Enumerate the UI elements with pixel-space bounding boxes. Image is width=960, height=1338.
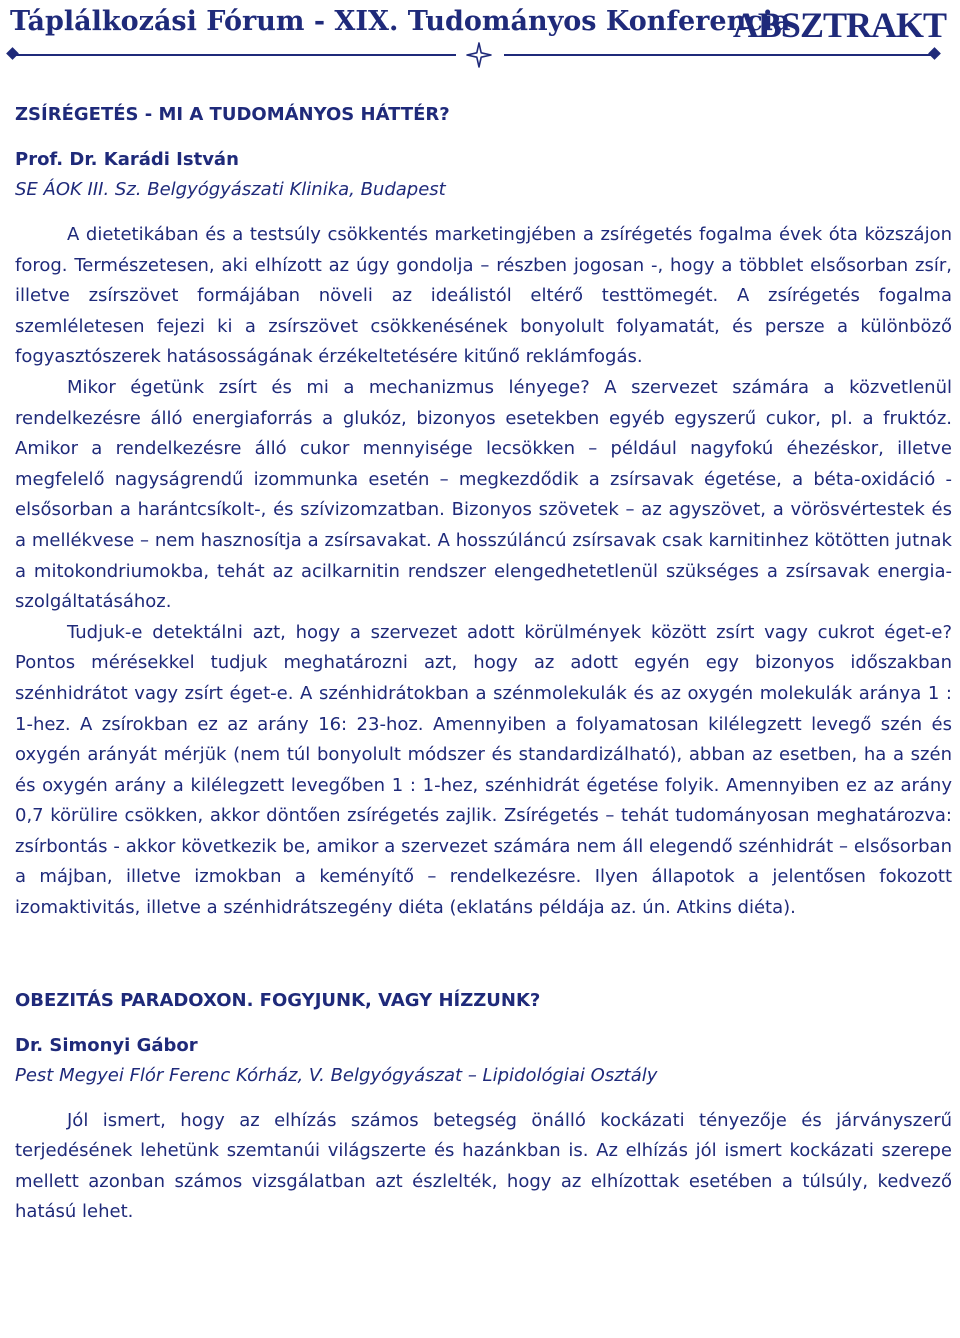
abstract-paragraph: Mikor égetünk zsírt és mi a mechanizmus lényege? A szervezet számára a közvetlenül rendelkezésre álló energiaforrás a glukóz, bizonyos esetekben egyéb egyszerű cukor, pl. a fruktóz. Amikor a rendelkezésre álló cukor mennyisége lecsökken – például nagyfokú éhezéskor, illetve megfelelő nagyságrendű izommunka esetén – megkezdődik a zsírsavak égetése, a béta-oxidáció - elsősorban a harántcsíkolt-, és szívizomzatban. Bizonyos szövetek – az agyszövet, a vörösvértestek és a mellékvese – nem hasznosítja a zsírsavakat. A hosszúláncú zsírsavak csak karnitinhez kötötten jutnak a mitokondriumokba, tehát az acilkarnitin rendszer elengedhetetlenül szükséges a zsírsavak energia-szolgáltatásához. (15, 376, 952, 613)
abstract-paragraph: Jól ismert, hogy az elhízás számos betegség önálló kockázati tényezője és járványszerű terjedésének lehetünk szemtanúi világszerte és hazánkban is. Az elhízás jól ismert kockázati szerepe mellett azonban számos vizsgálatban azt észlelték, hogy az elhízottak esetében a túlsúly, kedvező hatású lehet. (15, 1109, 952, 1223)
header-rule-right (504, 54, 934, 56)
header-rule-left (16, 54, 456, 56)
abstract-title: ZSÍRÉGETÉS - MI A TUDOMÁNYOS HÁTTÉR? (15, 104, 450, 125)
rule-right-diamond-icon (928, 47, 941, 60)
abstract-paragraph: A dietetikában és a testsúly csökkentés marketingjében a zsírégetés fogalma évek óta közszájon forog. Természetesen, aki elhízott az úgy gondolja – részben jogosan -, hogy a többlet elsősorban zsír, illetve zsírszövet formájában növeli az ideálistól eltérő testtömegét. A zsírégetés fogalma szemléletesen fejezi ki a zsírszövet csökkenésének bonyolult folyamatát, és persze a különböző fogyasztószerek hatásosságának érzékeltetésére kitűnő reklámfogás. (15, 224, 952, 368)
abstract-paragraph: Tudjuk-e detektálni azt, hogy a szervezet adott körülmények között zsírt vagy cukrot éget-e? Pontos mérésekkel tudjuk meghatározni azt, hogy az adott egyén egy bizonyos időszakban szénhidrátot vagy zsírt éget-e. A szénhidrátokban a szénmolekulák és az oxygén molekulák aránya 1 : 1-hez. A zsírokban ez az arány 16: 23-hoz. Amennyiben a folyamatosan kilélegzett levegő szén és oxygén arányát mérjük (nem túl bonyolult módszer és standardizálható), abban az esetben, ha a szén és oxygén arány a kilélegzett levegőben 1 : 1-hez, szénhidrát égetése folyik. Amennyiben ez az arány 0,7 körülire csökken, akkor döntően zsírégetés zajlik. Zsírégetés – tehát tudományosan meghatározva: zsírbontás - akkor következik be, amikor a szervezet számára nem áll elegendő szénhidrát – elsősorban a májban, illetve izmokban a keményítő – rendelkezésre. Ilyen állapotok a jelentősen fokozott izomaktivitás, illetve a szénhidrátszegény diéta (eklatáns példája az. ún. Atkins diéta). (15, 621, 952, 919)
abstract-1 (15, 100, 952, 924)
abstract-author: Prof. Dr. Karádi István (15, 149, 239, 170)
abstract-2 (15, 986, 952, 1228)
abstract-author: Dr. Simonyi Gábor (15, 1034, 198, 1056)
abstract-label: ABSZTRAKT (732, 5, 946, 45)
four-point-star-icon (466, 42, 492, 68)
abstract-title: OBEZITÁS PARADOXON. FOGYJUNK, VAGY HÍZZUNK? (15, 989, 541, 1011)
conference-title: Táplálkozási Fórum - XIX. Tudományos Konferencia (10, 6, 791, 37)
abstract-affiliation: SE ÁOK III. Sz. Belgyógyászati Klinika, Budapest (15, 179, 446, 200)
abstracts-content (15, 100, 952, 1228)
page-header (0, 0, 960, 80)
abstract-affiliation: Pest Megyei Flór Ferenc Kórház, V. Belgyógyászat – Lipidológiai Osztály (15, 1064, 658, 1086)
